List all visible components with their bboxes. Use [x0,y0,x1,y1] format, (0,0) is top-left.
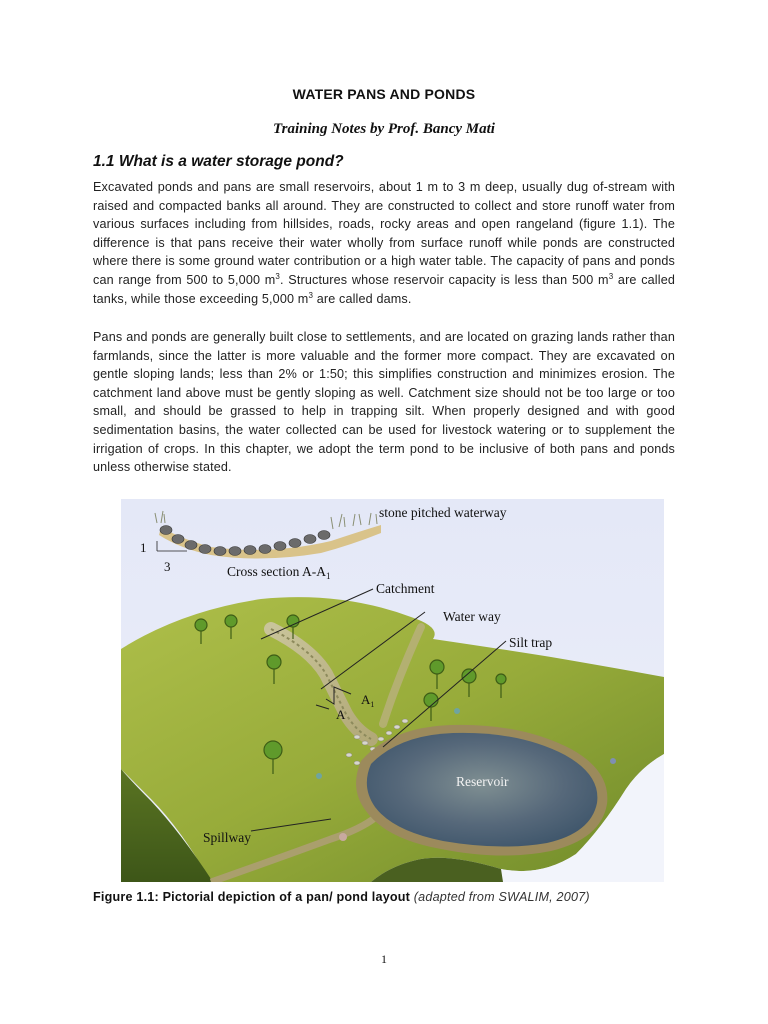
label-slope-rise: 1 [140,540,147,555]
label-cross-section [227,564,331,581]
document-subtitle: Training Notes by Prof. Bancy Mati [273,121,495,137]
superscript-cubic: 3 [308,290,314,300]
paragraph-2: Pans and ponds are generally built close to settlements, and are located on grazing lands rather than farmlands, since the latter is more valuable and the former more compact. They are excavated on gentle sloping lands; less than 2% or 1:50; this simplifies construction and minimizes erosion. The catchment land above must be gently sloping as well. Catchment size should not be too large or too small, and should be grassed to help in trapping silt. When properly designed and with good sedimentation basins, the water collected can be used for livestock watering or to supplement the irrigation of crops. In this chapter, we adopt the term pond to be inclusive of both pans and ponds unless otherwise stated. [93,330,675,475]
paragraph-1-text-b: . Structures whose reservoir capacity is less than 500 m [280,272,609,287]
figure-caption [93,890,590,904]
figure-caption-source: (adapted from SWALIM, 2007) [413,890,590,904]
paragraph-1-text-a: Excavated ponds and pans are small reservoirs, about 1 m to 3 m deep, usually dug of-stream with raised and compacted banks all around. They are constructed to collect and store runoff water from various surfaces including from hillsides, roads, rocky areas and open rangeland (figure 1.1). The difference is that pans receive their water wholly from surface runoff while ponds are constructed where there is some ground water contribution or a high water table. The capacity of pans and ponds can range from 500 to 5,000 m [93,180,675,287]
label-catchment: Catchment [376,581,435,596]
paragraph-1-text-c: are called tanks, while those exceeding 5,000 m [93,272,676,306]
label-a1-text: A [361,692,371,707]
label-waterway: Water way [443,609,501,624]
label-slope-run: 3 [164,559,171,574]
figure-caption-title: Figure 1.1: Pictorial depiction of a pan/ pond layout [93,890,411,904]
document-title: WATER PANS AND PONDS [292,86,476,102]
section-heading: 1.1 What is a water storage pond? [93,153,344,170]
paragraph-1 [93,178,675,308]
page-number: 1 [381,952,387,966]
label-reservoir: Reservoir [456,774,509,789]
superscript-cubic: 3 [275,271,281,281]
label-a: A [336,707,346,722]
label-cross-section-text: Cross section A-A [227,564,326,579]
pond-layout-figure [121,499,664,882]
label-cross-section-subscript: 1 [326,571,331,581]
paragraph-1-text-d: are called dams. [313,291,412,306]
label-silt-trap: Silt trap [509,635,553,650]
label-spillway: Spillway [203,830,252,845]
label-a1-subscript: 1 [370,700,375,709]
label-stone-pitched-waterway: stone pitched waterway [379,505,507,520]
superscript-cubic: 3 [608,271,614,281]
